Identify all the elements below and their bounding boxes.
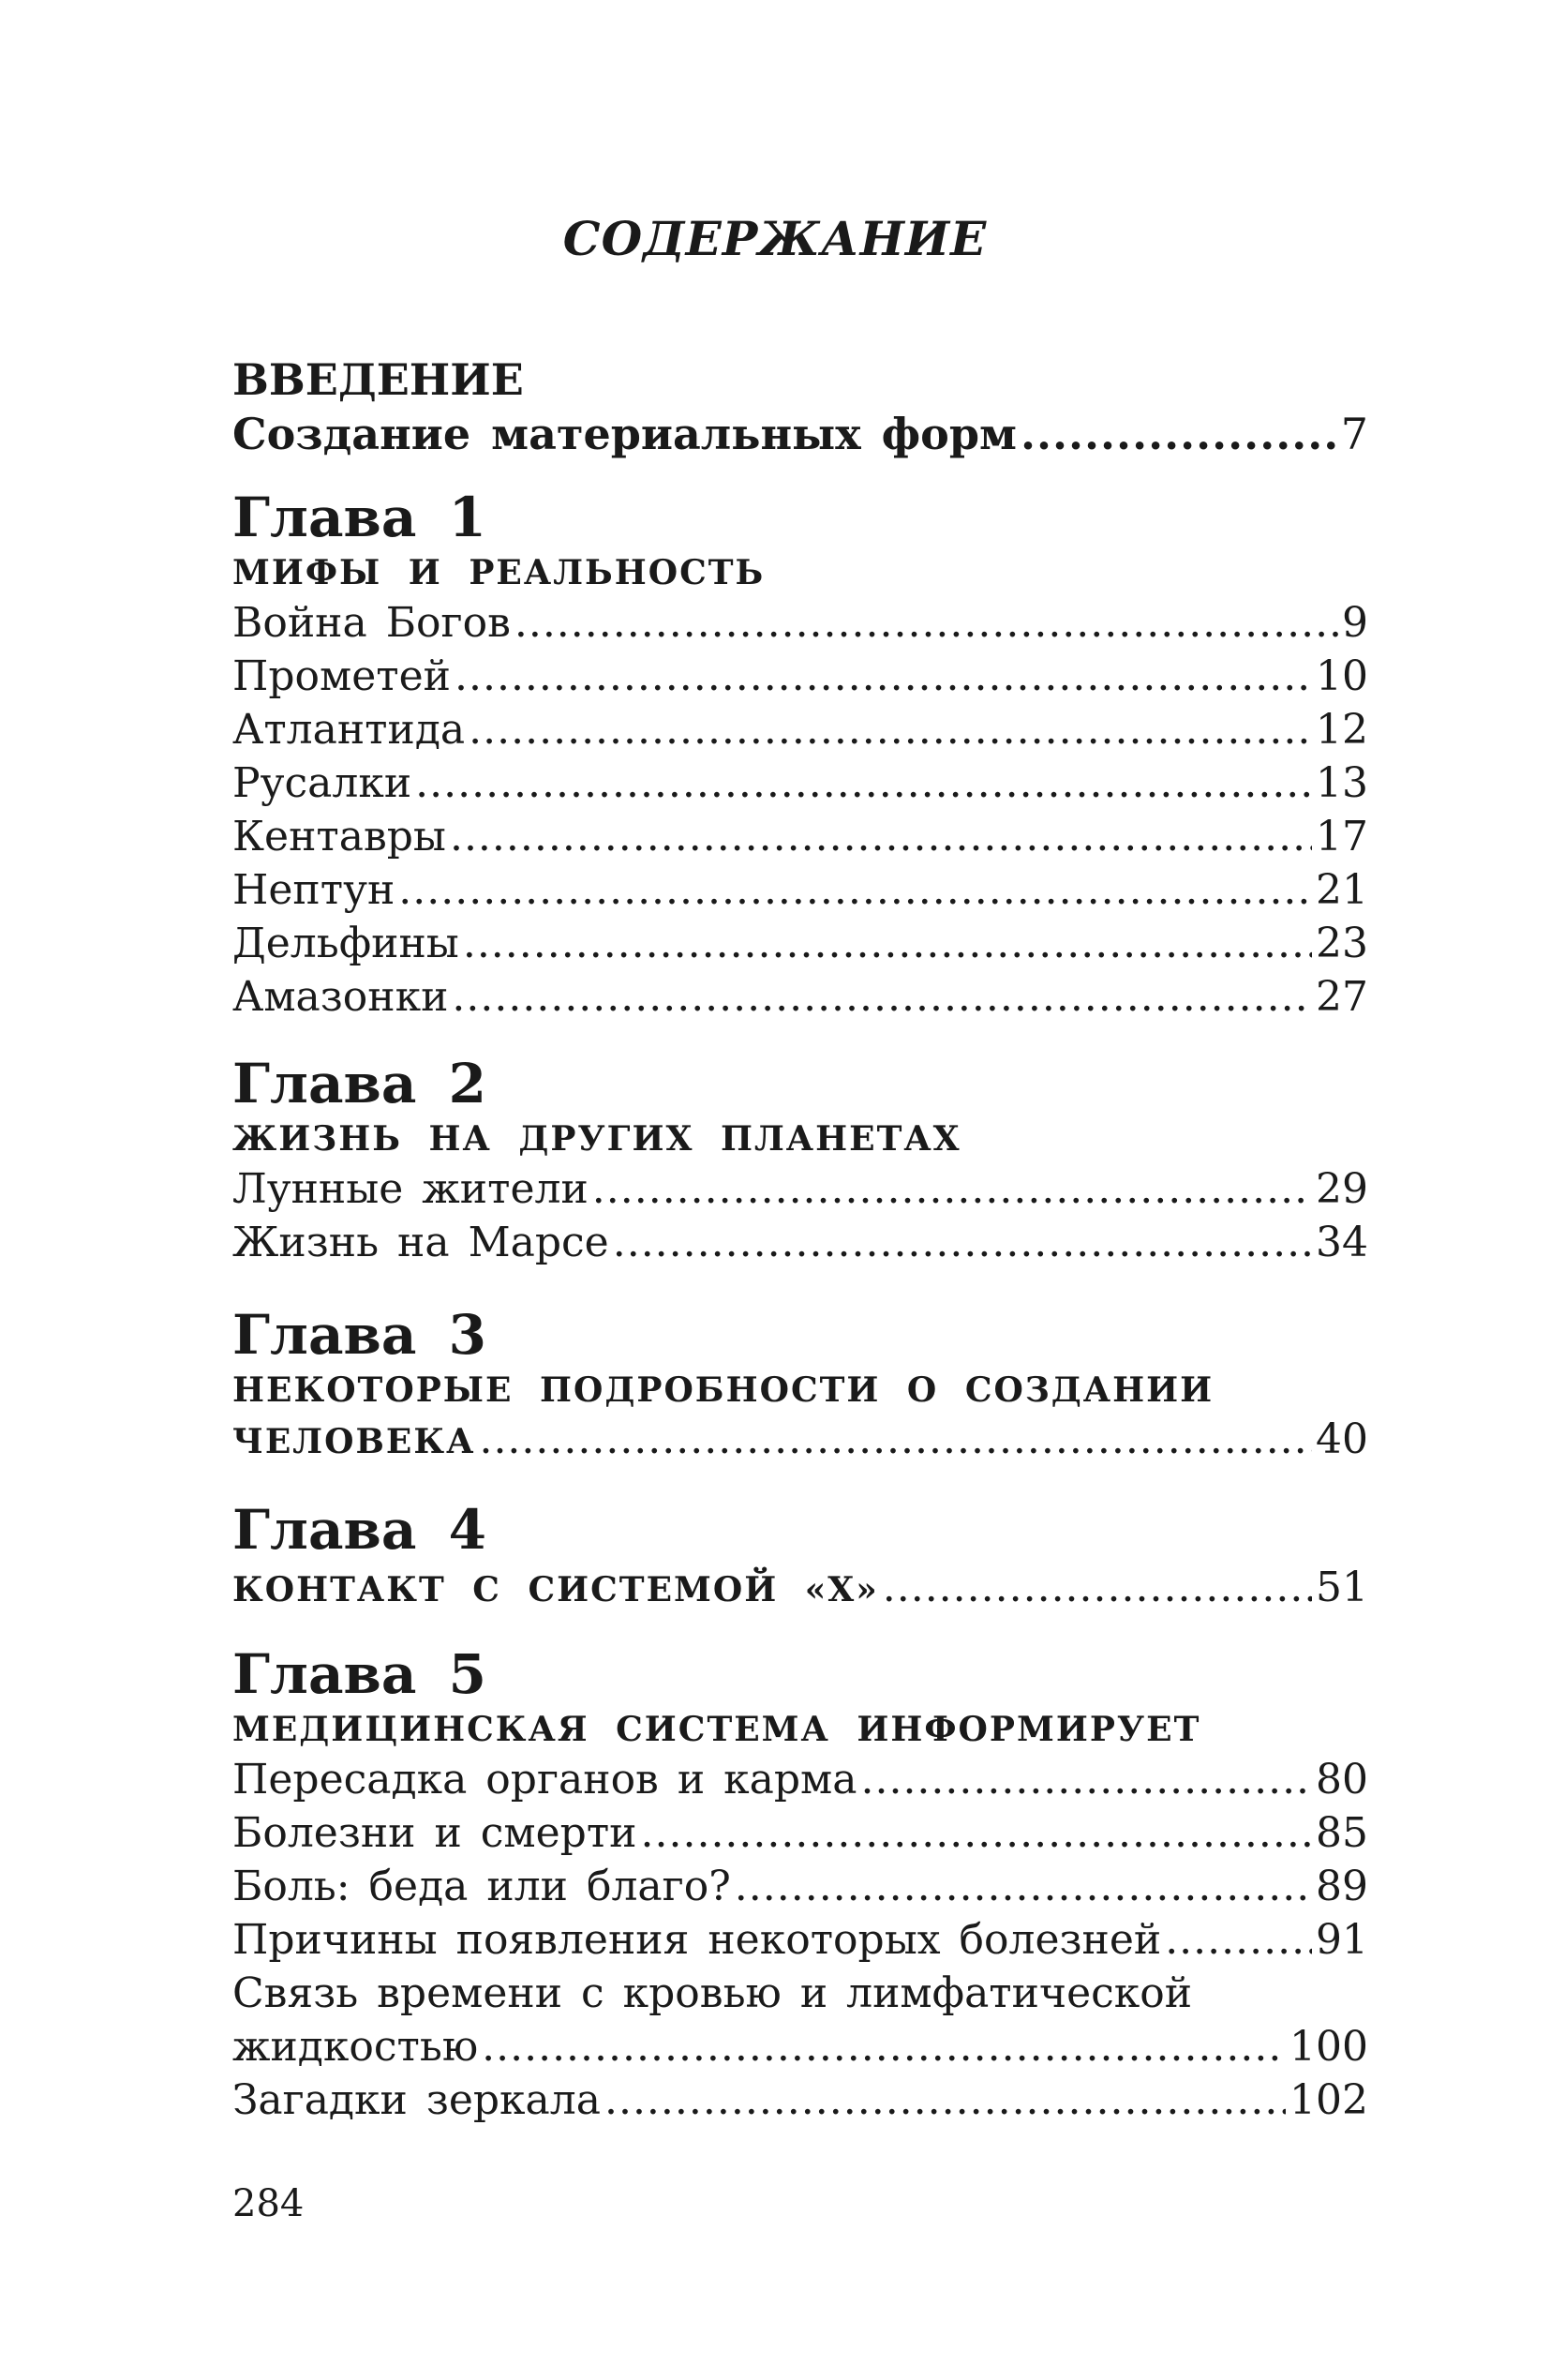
toc-entry[interactable]: [232, 1860, 1368, 1913]
intro-heading: ВВЕДЕНИЕ: [232, 354, 524, 405]
dot-leader: [479, 1414, 1312, 1465]
toc-entry-page: 40: [1316, 1415, 1368, 1463]
toc-entry-page: 102: [1289, 2076, 1368, 2124]
toc-entry-page: 23: [1316, 920, 1368, 967]
chapter-subtitle: МИФЫ И РЕАЛЬНОСТЬ: [232, 553, 766, 592]
toc-entry-title: Дельфины: [232, 920, 459, 967]
chapter-heading: Глава 5: [232, 1642, 486, 1706]
page-title: СОДЕРЖАНИЕ: [562, 211, 988, 266]
dot-leader: [415, 756, 1312, 810]
toc-entry-title: Лунные жители: [232, 1165, 589, 1213]
toc-entry[interactable]: [232, 1913, 1368, 1967]
toc-entry-title: Боль: беда или благо?: [232, 1863, 731, 1910]
toc-entry-title: Причины появления некоторых болезней: [232, 1916, 1162, 1964]
toc-entry[interactable]: [232, 1562, 1368, 1613]
toc-entry[interactable]: [232, 756, 1368, 810]
dot-leader: [455, 650, 1312, 703]
toc-entry[interactable]: [232, 1414, 1368, 1465]
toc-entry[interactable]: [232, 2073, 1368, 2127]
toc-entry-title: Создание материальных форм: [232, 409, 1017, 459]
toc-entry-page: 100: [1289, 2023, 1368, 2071]
intro-section: [232, 352, 1368, 461]
toc-entry-page: 21: [1316, 866, 1368, 914]
dot-leader: [613, 1216, 1312, 1269]
chapter-heading: Глава 1: [232, 486, 486, 549]
chapter-subtitle-line1: НЕКОТОРЫЕ ПОДРОБНОСТИ О СОЗДАНИИ: [232, 1370, 1215, 1410]
toc-entry-page: 27: [1316, 973, 1368, 1021]
toc-entry-title-line1[interactable]: Связь времени с кровью и лимфатической: [232, 1969, 1193, 2017]
toc-entry-page: 34: [1316, 1219, 1368, 1266]
toc-entry[interactable]: [232, 917, 1368, 970]
toc-entry-page: 9: [1342, 599, 1368, 647]
toc-entry-title: Атлантида: [232, 706, 466, 754]
dot-leader: [860, 1753, 1312, 1806]
toc-entry[interactable]: [232, 1806, 1368, 1860]
toc-entry-title: Загадки зеркала: [232, 2076, 601, 2124]
toc-entry[interactable]: [232, 970, 1368, 1024]
chapter-2-section: [232, 1052, 1368, 1269]
toc-entry[interactable]: [232, 810, 1368, 863]
toc-entry[interactable]: [232, 650, 1368, 703]
toc-entry-title: Война Богов: [232, 599, 511, 647]
chapter-subtitle-line2: ЧЕЛОВЕКА: [232, 1422, 476, 1461]
dot-leader: [641, 1806, 1312, 1860]
dot-leader: [452, 970, 1312, 1024]
toc-entry-title: Нептун: [232, 866, 395, 914]
dot-leader: [592, 1162, 1312, 1216]
chapter-heading: Глава 3: [232, 1303, 486, 1367]
chapter-subtitle: ЖИЗНЬ НА ДРУГИХ ПЛАНЕТАХ: [232, 1119, 961, 1159]
chapter-4-section: [232, 1498, 1368, 1613]
toc-entry-page: 85: [1316, 1809, 1368, 1857]
toc-entry-title: Амазонки: [232, 973, 449, 1021]
toc-entry-page: 10: [1316, 652, 1368, 700]
toc-entry-page: 80: [1316, 1756, 1368, 1804]
toc-entry-page: 13: [1316, 759, 1368, 807]
toc-entry-title: Прометей: [232, 652, 451, 700]
toc-entry-page: 7: [1340, 409, 1368, 459]
chapter-subtitle: МЕДИЦИНСКАЯ СИСТЕМА ИНФОРМИРУЕТ: [232, 1710, 1201, 1749]
toc-entry[interactable]: [232, 596, 1368, 650]
toc-entry[interactable]: [232, 703, 1368, 756]
chapter-subtitle: КОНТАКТ С СИСТЕМОЙ «Х»: [232, 1570, 879, 1609]
toc-entry-title-line2: жидкостью: [232, 2023, 479, 2071]
toc-entry[interactable]: [232, 1162, 1368, 1216]
toc-entry-page: 51: [1316, 1564, 1368, 1611]
toc-entry-page: 17: [1316, 813, 1368, 861]
toc-entry-page: 29: [1316, 1165, 1368, 1213]
toc-entry-title: Пересадка органов и карма: [232, 1756, 857, 1804]
toc-entry-title: Болезни и смерти: [232, 1809, 637, 1857]
toc-entry[interactable]: [232, 2020, 1368, 2073]
toc-entry-title: Жизнь на Марсе: [232, 1219, 609, 1266]
dot-leader: [469, 703, 1312, 756]
page-number: 284: [232, 2182, 305, 2225]
toc-entry-page: 89: [1316, 1863, 1368, 1910]
dot-leader: [450, 810, 1312, 863]
dot-leader: [463, 917, 1312, 970]
dot-leader: [1165, 1913, 1312, 1967]
chapter-1-section: [232, 486, 1368, 1024]
toc-entry[interactable]: [232, 1216, 1368, 1269]
toc-entry-title: Русалки: [232, 759, 412, 807]
toc-entry-title: Кентавры: [232, 813, 446, 861]
chapter-heading: Глава 4: [232, 1498, 486, 1562]
toc-entry[interactable]: [232, 1753, 1368, 1806]
toc-entry[interactable]: [232, 863, 1368, 917]
chapter-heading: Глава 2: [232, 1052, 486, 1115]
dot-leader: [398, 863, 1312, 917]
dot-leader: [482, 2020, 1286, 2073]
dot-leader: [883, 1562, 1312, 1613]
toc-entry-page: 91: [1316, 1916, 1368, 1964]
toc-entry[interactable]: [232, 408, 1368, 461]
chapter-5-section: [232, 1642, 1368, 2127]
chapter-3-section: [232, 1303, 1368, 1465]
dot-leader: [514, 596, 1338, 650]
dot-leader: [604, 2073, 1286, 2127]
toc-entry-page: 12: [1316, 706, 1368, 754]
dot-leader: [735, 1860, 1312, 1913]
dot-leader: [1021, 408, 1337, 461]
